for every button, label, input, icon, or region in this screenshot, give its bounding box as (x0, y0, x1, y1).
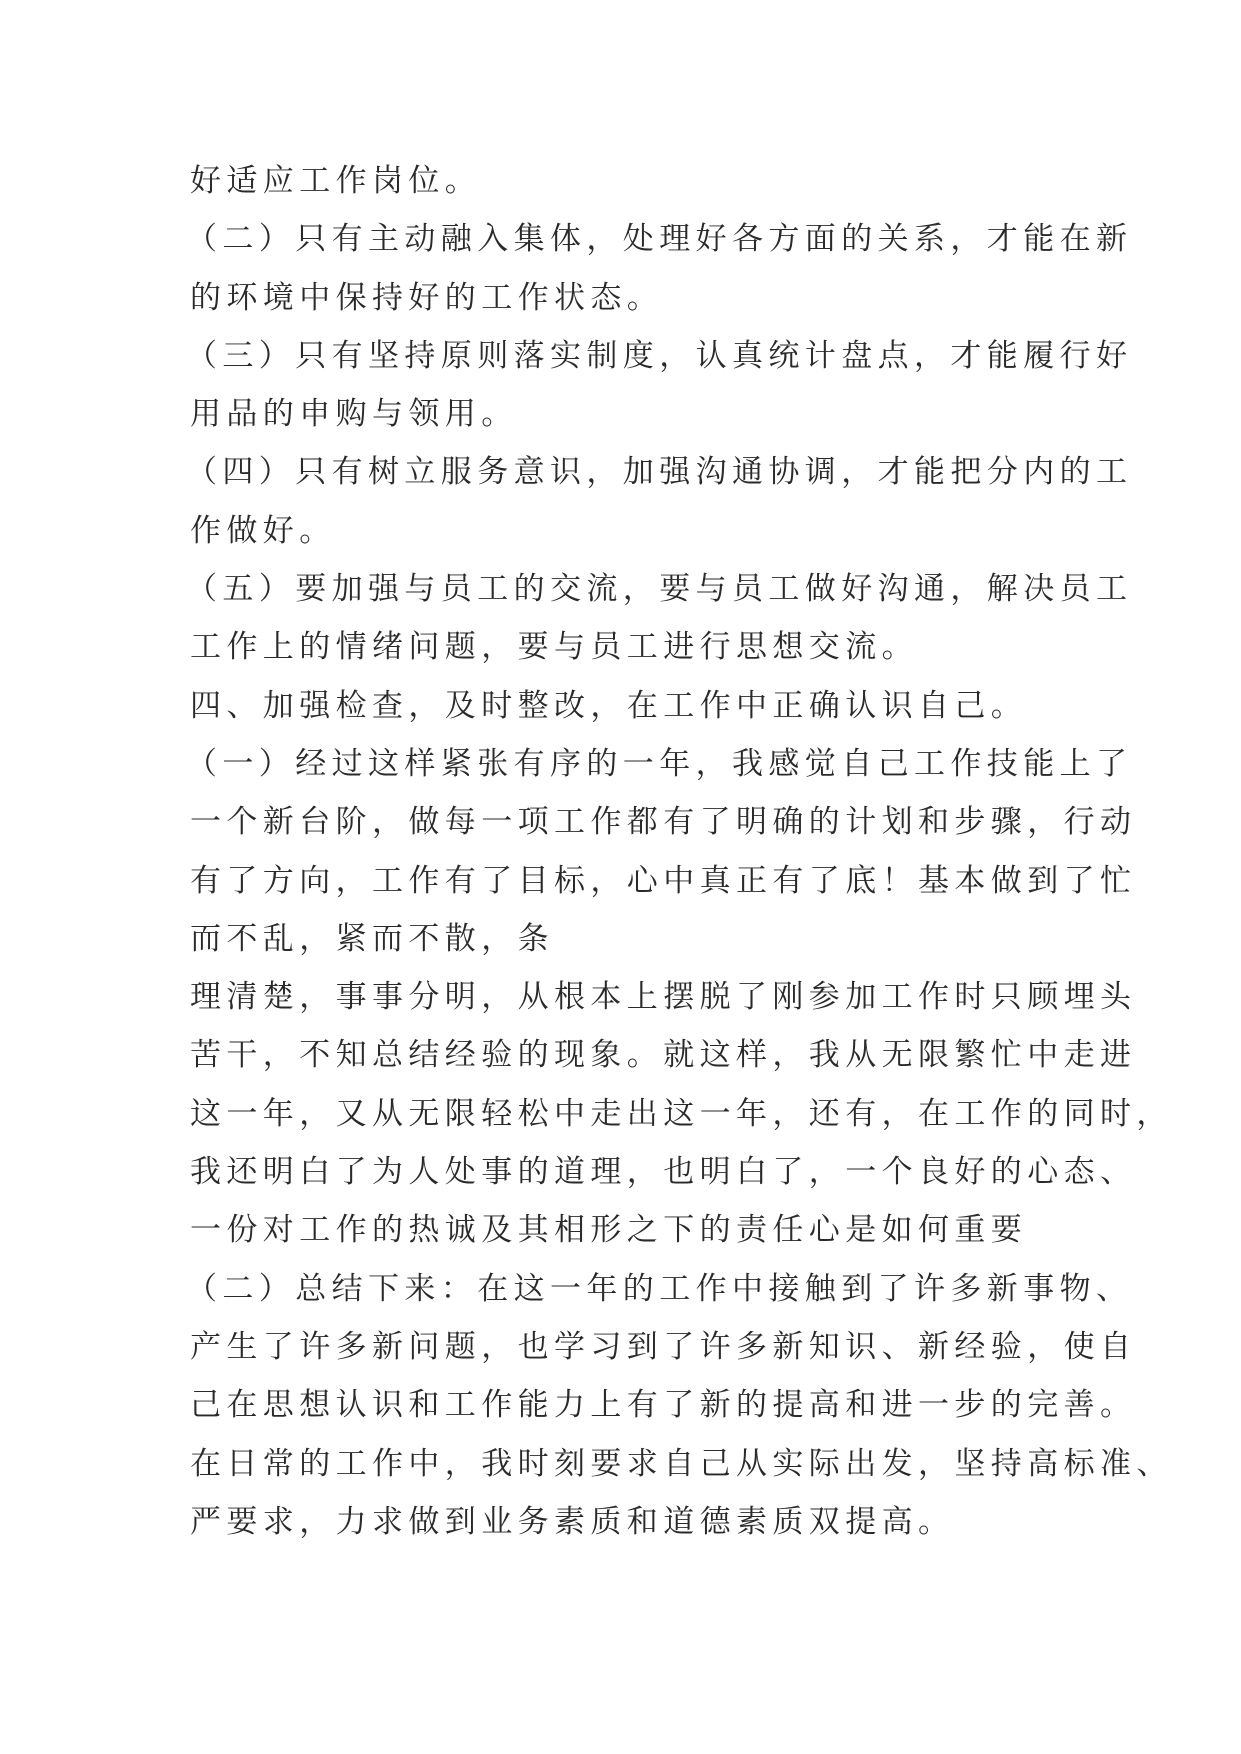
text-line: 一份对工作的热诚及其相形之下的责任心是如何重要 (190, 1212, 1028, 1249)
text-line: 一个新台阶，做每一项工作都有了明确的计划和步骤，行动 (190, 804, 1137, 841)
text-line: 苦干，不知总结经验的现象。就这样，我从无限繁忙中走进 (190, 1037, 1137, 1074)
text-line: 严要求，力求做到业务素质和道德素质双提高。 (190, 1503, 955, 1540)
section-heading: 四、加强检查，及时整改，在工作中正确认识自己。 (190, 687, 1028, 724)
text-line: 产生了许多新问题，也学习到了许多新知识、新经验，使自 (190, 1328, 1137, 1365)
text-line: 这一年，又从无限轻松中走出这一年，还有，在工作的同时， (190, 1095, 1173, 1132)
text-line: （三）只有坚持原则落实制度，认真统计盘点，才能履行好 (186, 337, 1133, 374)
text-line: 工作上的情绪问题，要与员工进行思想交流。 (190, 629, 918, 666)
text-line: 而不乱，紧而不散，条 (190, 920, 554, 957)
text-line: 用品的申购与领用。 (190, 396, 518, 433)
text-line: （五）要加强与员工的交流，要与员工做好沟通，解决员工 (186, 571, 1133, 608)
text-line: 理清楚，事事分明，从根本上摆脱了刚参加工作时只顾埋头 (190, 979, 1137, 1016)
text-line: （二）总结下来：在这一年的工作中接触到了许多新事物、 (186, 1270, 1133, 1307)
body-text (186, 152, 1173, 1551)
text-line: （四）只有树立服务意识，加强沟通协调，才能把分内的工 (186, 454, 1133, 491)
text-line: 的环境中保持好的工作状态。 (190, 279, 664, 316)
text-line: （二）只有主动融入集体，处理好各方面的关系，才能在新 (186, 221, 1133, 258)
text-line: 作做好。 (190, 512, 336, 549)
text-line: 有了方向，工作有了目标，心中真正有了底！基本做到了忙 (190, 862, 1137, 899)
text-line: 己在思想认识和工作能力上有了新的提高和进一步的完善。 (190, 1387, 1137, 1424)
text-line: 我还明白了为人处事的道理，也明白了，一个良好的心态、 (190, 1154, 1137, 1191)
text-line: （一）经过这样紧张有序的一年，我感觉自己工作技能上了 (186, 745, 1133, 782)
text-line: 在日常的工作中，我时刻要求自己从实际出发，坚持高标准、 (190, 1445, 1173, 1482)
text-line: 好适应工作岗位。 (190, 163, 482, 199)
